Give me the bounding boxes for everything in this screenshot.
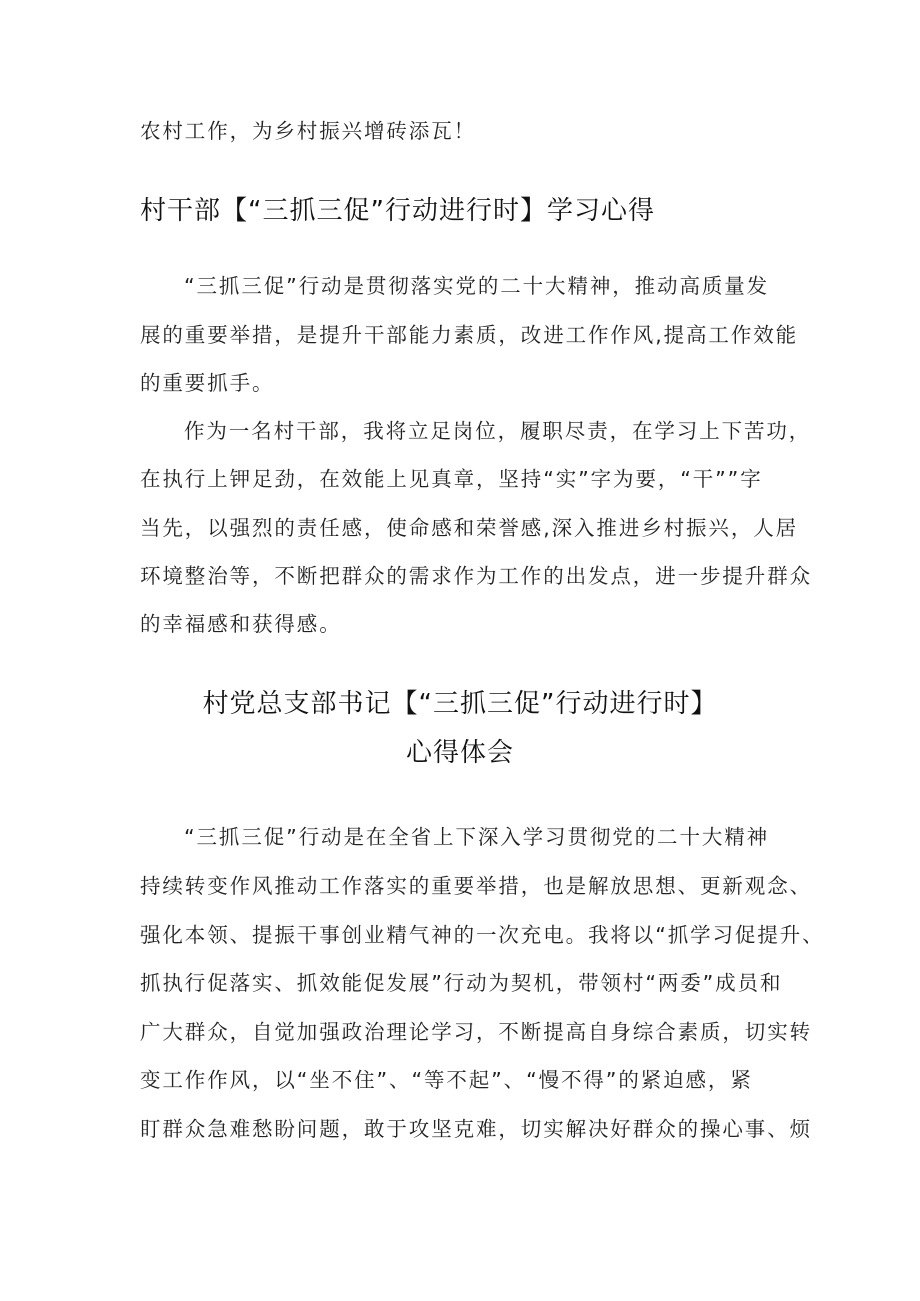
section2-p1-line1: “三抓三促”行动是在全省上下深入学习贯彻党的二十大精神	[184, 825, 770, 849]
section1-p1-line2: 展的重要举措，是提升干部能力素质，改进工作作风,提高工作效能	[140, 323, 799, 347]
section1-p1-line3: 的重要抓手。	[140, 371, 275, 395]
section1-title: 村干部【“三抓三促”行动进行时】学习心得	[140, 196, 655, 226]
section2-p1-line5: 广大群众，自觉加强政治理论学习，不断提高自身综合素质，切实转	[140, 1020, 812, 1044]
section1-p1-line1: “三抓三促”行动是贯彻落实党的二十大精神，推动高质量发	[184, 274, 770, 298]
section1-p2-line3: 当先，以强烈的责任感，使命感和荣誉感,深入推进乡村振兴，人居	[140, 516, 799, 540]
section1-p2-line5: 的幸福感和获得感。	[140, 612, 342, 636]
section1-p2-line2: 在执行上钾足劲，在效能上见真章，坚持“实”字为要，“干””字	[140, 467, 763, 491]
section2-p1-line2: 持续转变作风推动工作落实的重要举措，也是解放思想、更新观念、	[140, 874, 812, 898]
section2-title-line2: 心得体会	[405, 738, 514, 768]
section2-title-line1: 村党总支部书记【“三抓三促”行动进行时】	[202, 689, 718, 719]
section2-p1-line3: 强化本领、提振干事创业精气神的一次充电。我将以“抓学习促提升、	[140, 923, 825, 947]
carryover-line: 农村工作，为乡村振兴增砖添瓦！	[140, 119, 476, 143]
section1-p2-line1: 作为一名村干部，我将立足岗位，履职尽责，在学习上下苦功，	[184, 419, 812, 443]
section2-p1-line4: 抓执行促落实、抓效能促发展”行动为契机，带领村“两委”成员和	[140, 971, 783, 995]
section2-p1-line6: 变工作作风，以“坐不住”、“等不起”、“慢不得”的紧迫感，紧	[140, 1068, 753, 1092]
section2-p1-line7: 盯群众急难愁盼问题，敢于攻坚克难，切实解决好群众的操心事、烦	[140, 1117, 812, 1141]
section1-p2-line4: 环境整治等，不断把群众的需求作为工作的出发点，进一步提升群众	[140, 564, 812, 588]
